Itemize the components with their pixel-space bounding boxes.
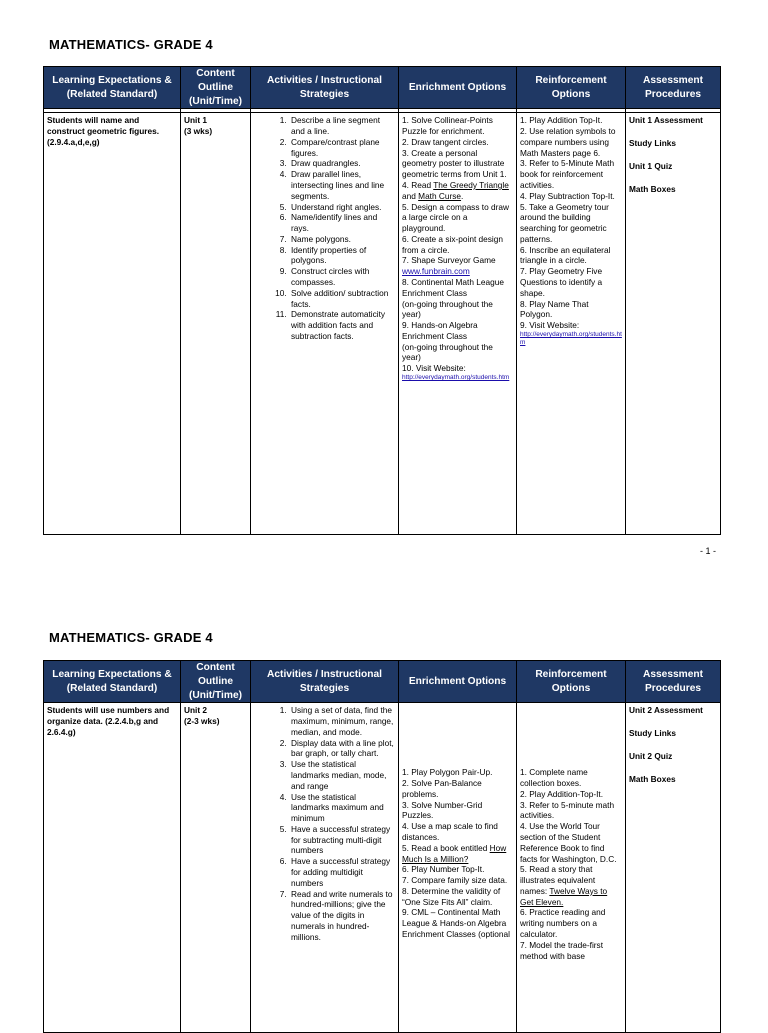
assessment-item: Math Boxes	[629, 773, 676, 784]
enrichment-text: .	[461, 190, 464, 201]
reinforcement-item: 1. Play Addition Top-It.	[520, 115, 603, 126]
activities-list	[253, 705, 395, 942]
reinforcement-item: 1. Complete name collection boxes.	[520, 767, 588, 789]
assessment-item: Unit 2 Assessment	[629, 705, 703, 716]
enrichment-item	[402, 180, 513, 202]
assessment-item: Unit 2 Quiz	[629, 750, 673, 761]
funbrain-link[interactable]: www.funbrain.com	[402, 266, 470, 277]
list-item: 8. Identify properties of polygons.	[289, 245, 395, 267]
reinforcement-item: 4. Use the World Tour section of the Student Reference Book to find facts for Washington, D.C.	[520, 821, 617, 864]
enrichment-item: 9. CML – Continental Math League & Hands-on Algebra Enrichment Classes (optional	[402, 907, 510, 940]
unit-duration: (2-3 wks)	[184, 716, 220, 727]
list-item: 11. Demonstrate automaticity with addition facts and subtraction facts.	[289, 309, 395, 341]
reinforcement-item: 5. Take a Geometry tour around the building searching for geometric patterns.	[520, 201, 609, 244]
list-item: 7. Read and write numerals to hundred-millions; give the value of the digits in numerals in hundred-millions.	[289, 889, 395, 943]
list-item: 6. Name/identify lines and rays.	[289, 212, 395, 234]
activities-list	[253, 115, 395, 341]
list-item: 9. Construct circles with compasses.	[289, 266, 395, 288]
header-enrichment: Enrichment Options	[399, 661, 517, 703]
reinforcement-item: 6. Inscribe an equilateral triangle in a circle.	[520, 244, 611, 266]
enrichment-item: 7. Shape Surveyor Game	[402, 255, 496, 266]
reinforcement-item: 7. Model the trade-first method with base	[520, 939, 604, 961]
learning-expectation-text: Students will use numbers and organize data. (2.2.4.b,g and 2.6.4.g)	[47, 705, 170, 737]
header-reinforcement: Reinforcement Options	[517, 67, 626, 109]
enrichment-item: 6. Play Number Top-It.	[402, 864, 485, 875]
enrichment-cell	[399, 703, 517, 1033]
enrichment-item: 2. Draw tangent circles.	[402, 136, 489, 147]
reinforcement-item: 3. Refer to 5-minute math activities.	[520, 799, 615, 821]
enrichment-item: 1. Solve Collinear-Points Puzzle for enrichment.	[402, 115, 493, 137]
assessment-item: Study Links	[629, 138, 677, 149]
table-row	[44, 703, 721, 1033]
enrichment-item: 6. Create a six-point design from a circle.	[402, 233, 504, 255]
curriculum-table	[43, 660, 721, 1033]
list-item: 6. Have a successful strategy for adding multidigit numbers	[289, 856, 395, 888]
enrichment-cell	[399, 113, 517, 535]
table-row	[44, 113, 721, 535]
reinforcement-item: 9. Visit Website:	[520, 320, 580, 331]
list-item: 4. Use the statistical landmarks maximum and minimum	[289, 792, 395, 824]
enrichment-item: 8. Determine the validity of “One Size Fits All” claim.	[402, 885, 501, 907]
enrichment-item: 10. Visit Website:	[402, 363, 466, 374]
book-title: How Much Is a Million?	[402, 842, 507, 864]
table-header-row	[44, 67, 721, 109]
book-title: The Greedy Triangle	[433, 179, 509, 190]
header-assessment: Assessment Procedures	[626, 67, 721, 109]
list-item: 2. Display data with a line plot, bar graph, or tally chart.	[289, 738, 395, 760]
enrichment-item: 4. Use a map scale to find distances.	[402, 821, 498, 842]
list-item: 4. Draw parallel lines, intersecting lines and line segments.	[289, 169, 395, 201]
enrichment-note: (on-going throughout the year)	[402, 298, 493, 320]
curriculum-table	[43, 66, 721, 535]
list-item: 1. Describe a line segment and a line.	[289, 115, 395, 137]
header-activities: Activities / Instructional Strategies	[251, 661, 399, 703]
list-item: 1. Using a set of data, find the maximum, minimum, range, median, and mode.	[289, 705, 395, 737]
assessment-item: Unit 1 Assessment	[629, 115, 703, 126]
list-item: 3. Draw quadrangles.	[289, 158, 395, 169]
enrichment-item: 7. Compare family size data.	[402, 875, 508, 886]
content-outline-cell	[181, 703, 251, 1033]
book-title: Twelve Ways to Get Eleven.	[520, 885, 608, 907]
unit-label: Unit 2	[184, 705, 208, 716]
assessment-cell	[626, 113, 721, 535]
reinforcement-text: 5. Read a story that illustrates equivalent names:	[520, 864, 596, 896]
reinforcement-item: 2. Play Addition-Top-It.	[520, 788, 604, 799]
list-item: 5. Understand right angles.	[289, 202, 395, 213]
list-item: 5. Have a successful strategy for subtracting multi-digit numbers	[289, 824, 395, 856]
activities-cell	[251, 703, 399, 1033]
enrichment-text: and	[402, 190, 419, 201]
assessment-item: Unit 1 Quiz	[629, 160, 673, 171]
learning-expectation-text: Students will name and construct geometric figures. (2.9.4.a,d,e,g)	[47, 115, 160, 147]
reinforcement-cell	[517, 703, 626, 1033]
enrichment-item: 8. Continental Math League Enrichment Class	[402, 277, 504, 298]
list-item: 7. Name polygons.	[289, 234, 395, 245]
enrichment-item: 3. Create a personal geometry poster to illustrate geometric terms from Unit 1.	[402, 147, 507, 180]
header-assessment: Assessment Procedures	[626, 661, 721, 703]
enrichment-note: (on-going throughout the year)	[402, 341, 493, 363]
unit-duration: (3 wks)	[184, 126, 213, 137]
enrichment-item: 5. Design a compass to draw a large circle on a playground.	[402, 201, 509, 234]
header-learning-expectations: Learning Expectations & (Related Standard)	[44, 661, 181, 703]
reinforcement-item: 4. Play Subtraction Top-It.	[520, 190, 615, 201]
enrichment-item: 3. Solve Number-Grid Puzzles.	[402, 799, 483, 821]
assessment-item: Study Links	[629, 728, 677, 739]
list-item: 10. Solve addition/ subtraction facts.	[289, 288, 395, 310]
page-number: - 1 -	[700, 546, 717, 556]
header-content-outline: Content Outline (Unit/Time)	[181, 661, 251, 703]
everydaymath-link[interactable]: http://everydaymath.org/students.htm	[520, 330, 622, 347]
enrichment-item: 2. Solve Pan-Balance problems.	[402, 778, 482, 799]
header-learning-expectations: Learning Expectations & (Related Standard)	[44, 67, 181, 109]
reinforcement-item: 3. Refer to 5-Minute Math book for reinforcement activities.	[520, 158, 615, 190]
assessment-item: Math Boxes	[629, 183, 676, 194]
table-header-row	[44, 661, 721, 703]
header-reinforcement: Reinforcement Options	[517, 661, 626, 703]
book-title: Math Curse	[418, 190, 462, 201]
enrichment-item	[402, 843, 513, 865]
assessment-cell	[626, 703, 721, 1033]
enrichment-item: 1. Play Polygon Pair-Up.	[402, 767, 493, 778]
activities-cell	[251, 113, 399, 535]
content-outline-cell	[181, 113, 251, 535]
reinforcement-cell	[517, 113, 626, 535]
everydaymath-link[interactable]: http://everydaymath.org/students.htm	[402, 374, 510, 382]
list-item: 2. Compare/contrast plane figures.	[289, 137, 395, 159]
enrichment-item: 9. Hands-on Algebra Enrichment Class	[402, 320, 478, 341]
cell-spacer	[402, 705, 513, 767]
unit-label: Unit 1	[184, 115, 208, 126]
page-title: MATHEMATICS- GRADE 4	[49, 630, 213, 645]
learning-expectation-cell	[44, 113, 181, 535]
reinforcement-item: 7. Play Geometry Five Questions to identify a shape.	[520, 266, 603, 298]
cell-spacer	[520, 705, 622, 767]
header-enrichment: Enrichment Options	[399, 67, 517, 109]
list-item: 3. Use the statistical landmarks median, mode, and range	[289, 759, 395, 791]
page-title: MATHEMATICS- GRADE 4	[49, 37, 213, 52]
header-activities: Activities / Instructional Strategies	[251, 67, 399, 109]
reinforcement-item: 8. Play Name That Polygon.	[520, 298, 589, 320]
enrichment-text: 5. Read a book entitled	[402, 842, 490, 853]
reinforcement-item: 6. Practice reading and writing numbers on a calculator.	[520, 907, 606, 940]
enrichment-text: 4. Read	[402, 179, 434, 190]
reinforcement-item: 2. Use relation symbols to compare numbers using Math Masters page 6.	[520, 126, 616, 158]
reinforcement-item	[520, 864, 622, 907]
learning-expectation-cell	[44, 703, 181, 1033]
header-content-outline: Content Outline (Unit/Time)	[181, 67, 251, 109]
